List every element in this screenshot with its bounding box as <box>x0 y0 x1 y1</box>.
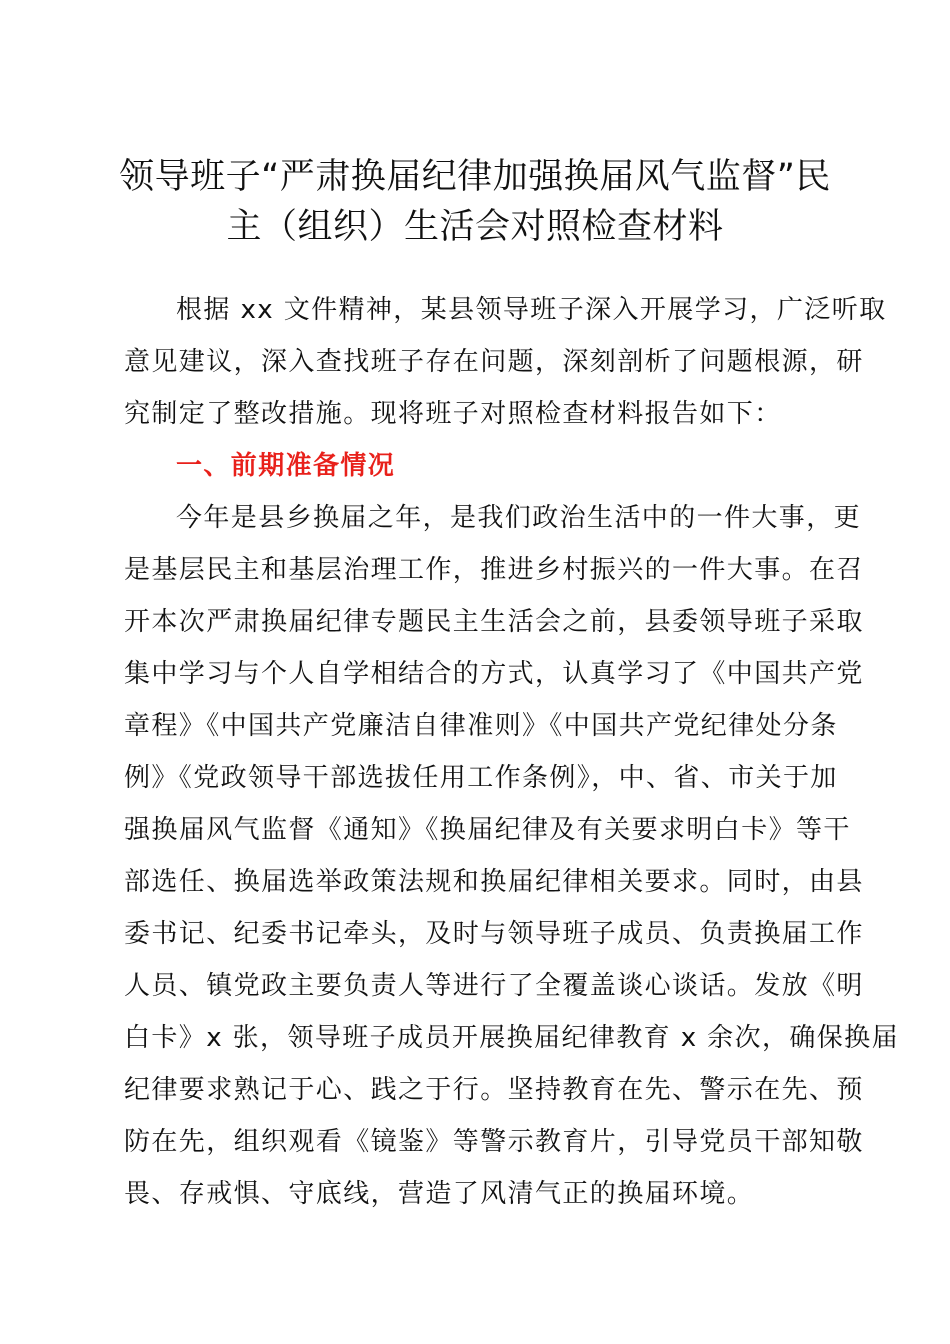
section-heading: 一、前期准备情况 <box>176 451 396 481</box>
text-line: 纪律要求熟记于心、践之于行。坚持教育在先、警示在先、预 <box>124 1075 864 1105</box>
text-line: 人员、镇党政主要负责人等进行了全覆盖谈心谈话。发放《明 <box>124 971 864 1001</box>
text-line: 开本次严肃换届纪律专题民主生活会之前，县委领导班子采取 <box>124 607 864 637</box>
text-line: 是基层民主和基层治理工作，推进乡村振兴的一件大事。在召 <box>124 555 864 585</box>
section-body-paragraph <box>124 492 899 1220</box>
text-line: 白卡》x 张，领导班子成员开展换届纪律教育 x 余次，确保换届 <box>124 1023 899 1053</box>
text-line: 意见建议，深入查找班子存在问题，深刻剖析了问题根源，研 <box>124 347 864 377</box>
text-line: 究制定了整改措施。现将班子对照检查材料报告如下： <box>124 399 782 429</box>
text-line: 部选任、换届选举政策法规和换届纪律相关要求。同时，由县 <box>124 867 864 897</box>
text-line: 集中学习与个人自学相结合的方式，认真学习了《中国共产党 <box>124 659 864 689</box>
text-line: 章程》《中国共产党廉洁自律准则》《中国共产党纪律处分条 <box>124 711 838 741</box>
text-line: 今年是县乡换届之年，是我们政治生活中的一件大事，更 <box>176 503 862 533</box>
document-title <box>110 152 840 252</box>
text-line: 强换届风气监督《通知》《换届纪律及有关要求明白卡》等干 <box>124 815 851 845</box>
text-line: 畏、存戒惧、守底线，营造了风清气正的换届环境。 <box>124 1179 755 1209</box>
text-line: 根据 xx 文件精神，某县领导班子深入开展学习，广泛听取 <box>176 295 887 325</box>
title-line: 领导班子“严肃换届纪律加强换届风气监督”民 <box>119 157 831 197</box>
text-line: 例》《党政领导干部选拔任用工作条例》，中、省、市关于加 <box>124 763 838 793</box>
text-line: 委书记、纪委书记牵头，及时与领导班子成员、负责换届工作 <box>124 919 864 949</box>
title-line: 主（组织）生活会对照检查材料 <box>226 207 724 247</box>
text-line: 防在先，组织观看《镜鉴》等警示教育片，引导党员干部知敬 <box>124 1127 864 1157</box>
intro-paragraph <box>124 284 887 440</box>
